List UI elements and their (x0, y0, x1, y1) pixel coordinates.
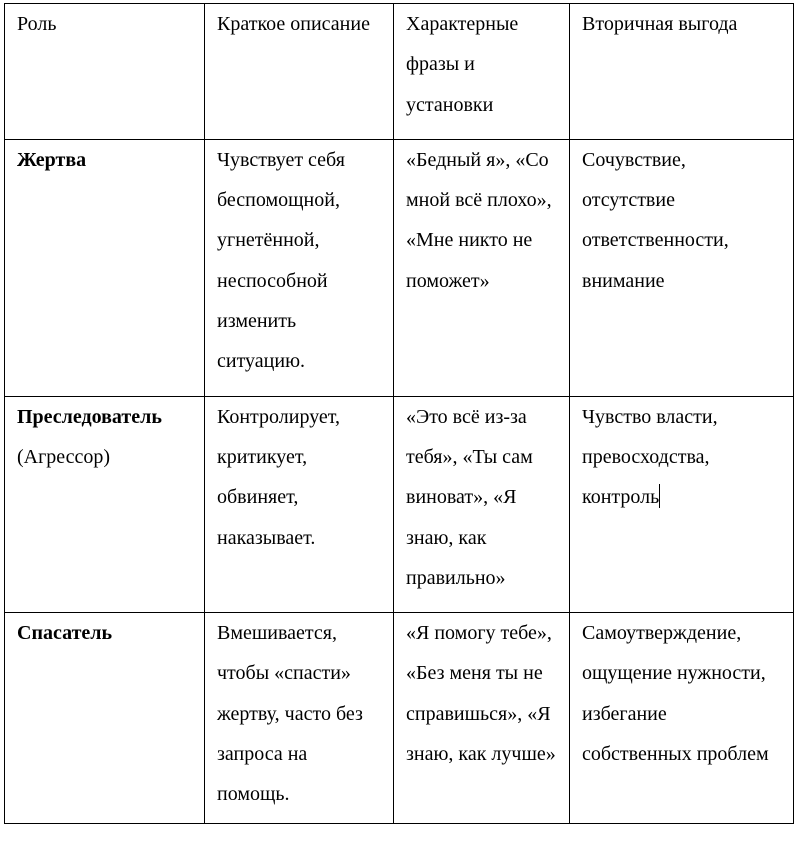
role-cell (5, 396, 205, 612)
phrases-cell: «Я помогу тебе», «Без меня ты не справишься», «Я знаю, как лучше» (394, 613, 570, 823)
phrases-cell: «Бедный я», «Со мной всё плохо», «Мне никто не поможет» (394, 139, 570, 396)
description-cell: Вмешивается, чтобы «спасти» жертву, часто без запроса на помощь. (205, 613, 394, 823)
benefit-cell: Сочувствие, отсутствие ответственности, внимание (570, 139, 794, 396)
header-cell-benefit: Вторичная выгода (570, 4, 794, 140)
phrases-cell: «Это всё из-за тебя», «Ты сам виноват», «Я знаю, как правильно» (394, 396, 570, 612)
role-aside: (Агрессор) (17, 445, 111, 468)
role-cell (5, 139, 205, 396)
header-cell-description: Краткое описание (205, 4, 394, 140)
role-cell (5, 613, 205, 823)
table-row-victim (5, 139, 794, 396)
roles-table (4, 3, 794, 824)
text-cursor (659, 484, 660, 508)
header-cell-phrases: Характерные фразы и установки (394, 4, 570, 140)
role-name: Спасатель (17, 622, 113, 645)
role-name: Жертва (17, 148, 87, 171)
description-cell: Контролирует, критикует, обвиняет, наказывает. (205, 396, 394, 612)
role-name: Преследователь (17, 405, 162, 428)
benefit-text: Чувство власти, превосходства, контроль (582, 405, 718, 509)
benefit-cell: Самоутверждение, ощущение нужности, избегание собственных проблем (570, 613, 794, 823)
table-header-row (5, 4, 794, 140)
table-row-persecutor (5, 396, 794, 612)
description-cell: Чувствует себя беспомощной, угнетённой, неспособной изменить ситуацию. (205, 139, 394, 396)
header-cell-role: Роль (5, 4, 205, 140)
benefit-cell[interactable] (570, 396, 794, 612)
table-row-rescuer (5, 613, 794, 823)
